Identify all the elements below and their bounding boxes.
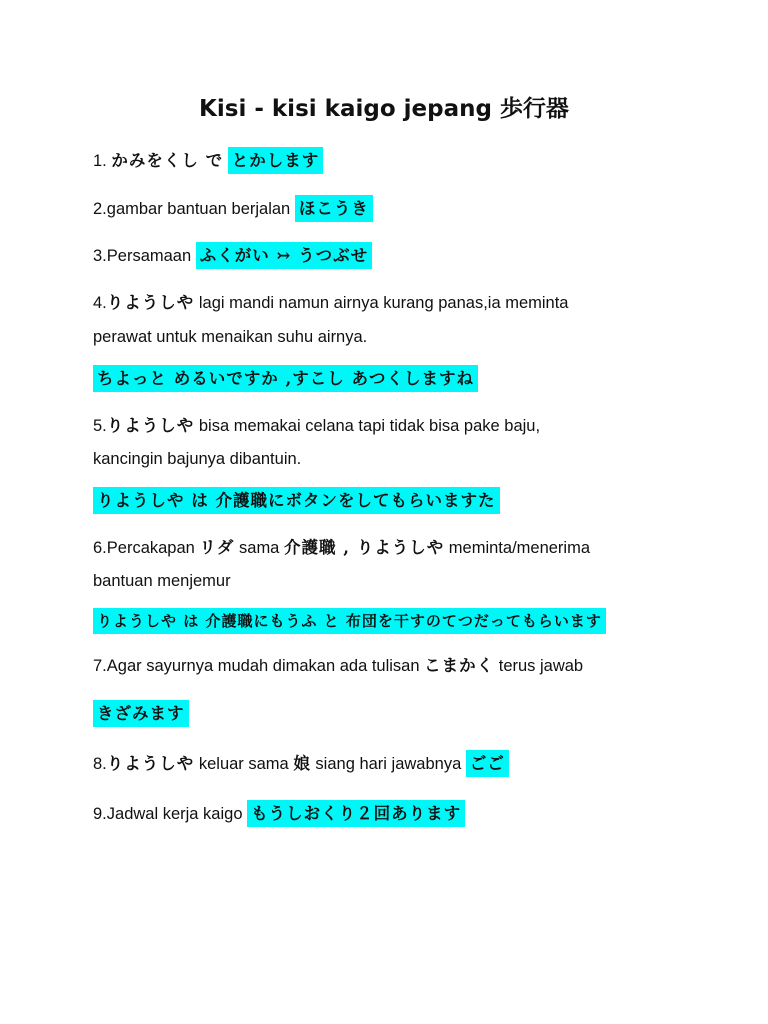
- item-number: 4.: [93, 294, 107, 312]
- item-7: [93, 649, 583, 683]
- answer-highlight: きざみます: [93, 700, 189, 727]
- item-4-continued: [93, 320, 367, 354]
- item-9: [93, 797, 465, 831]
- item-1: [93, 144, 323, 178]
- item-jp-prefix: りようしや: [106, 416, 195, 435]
- item-number: 9.: [93, 805, 107, 823]
- item-text: gambar bantuan berjalan: [106, 200, 291, 218]
- item-jp-prefix: かみをくし で: [111, 151, 224, 170]
- item-5-answer: [93, 484, 500, 518]
- item-number: 5.: [93, 417, 107, 435]
- item-text-2: kancingin bajunya dibantuin.: [93, 450, 302, 468]
- item-4-answer: [93, 362, 478, 396]
- item-6-continued: [93, 564, 231, 598]
- item-text: sama: [239, 539, 280, 557]
- document-title: Kisi - kisi kaigo jepang 歩行器: [199, 96, 569, 122]
- item-text: meminta/menerima: [448, 539, 591, 557]
- item-number: 1.: [93, 152, 107, 170]
- item-text-after: siang hari jawabnya: [315, 755, 462, 773]
- answer-highlight: りようしや は 介護職にボタンをしてもらいますた: [93, 487, 500, 514]
- item-text: Persamaan: [106, 247, 192, 265]
- item-6-answer: [93, 604, 606, 639]
- answer-highlight: もうしおくり２回あります: [247, 800, 465, 827]
- item-text-2: perawat untuk menaikan suhu airnya.: [93, 328, 368, 346]
- item-4: [93, 286, 568, 320]
- item-text: bisa memakai celana tapi tidak bisa pake baju,: [198, 417, 541, 435]
- item-2: [93, 192, 373, 226]
- item-text: Jadwal kerja kaigo: [106, 805, 243, 823]
- item-jp: 娘: [293, 754, 311, 773]
- item-3: [93, 239, 372, 273]
- item-jp: リダ: [199, 538, 235, 557]
- item-text: keluar sama: [198, 755, 289, 773]
- item-jp-prefix: りようしや: [106, 293, 195, 312]
- answer-highlight: ちよっと めるいですか ,すこし あつくしますね: [93, 365, 478, 392]
- item-jp: 介護職 , りようしや: [283, 538, 445, 557]
- item-number: 8.: [93, 755, 107, 773]
- item-text: lagi mandi namun airnya kurang panas,ia meminta: [198, 294, 569, 312]
- item-6: [93, 531, 590, 565]
- item-7-answer: [93, 697, 189, 731]
- item-jp-prefix: りようしや: [106, 754, 195, 773]
- item-text-2: bantuan menjemur: [93, 572, 231, 590]
- item-8: [93, 747, 509, 781]
- answer-highlight: ほこうき: [295, 195, 373, 222]
- item-text: Percakapan: [106, 539, 195, 557]
- item-jp: こまかく: [424, 656, 495, 675]
- answer-highlight: ふくがい ↣ うつぶせ: [196, 242, 372, 269]
- item-text: Agar sayurnya mudah dimakan ada tulisan: [106, 657, 420, 675]
- item-text-after: terus jawab: [498, 657, 584, 675]
- item-number: 2.: [93, 200, 107, 218]
- answer-highlight: ごご: [466, 750, 509, 777]
- item-number: 3.: [93, 247, 107, 265]
- item-number: 7.: [93, 657, 107, 675]
- item-number: 6.: [93, 539, 107, 557]
- item-5-continued: [93, 442, 301, 476]
- answer-highlight: とかします: [228, 147, 324, 174]
- answer-highlight: りようしや は 介護職にもうふ と 布団を干すのてつだってもらいます: [93, 608, 606, 634]
- item-5: [93, 409, 540, 443]
